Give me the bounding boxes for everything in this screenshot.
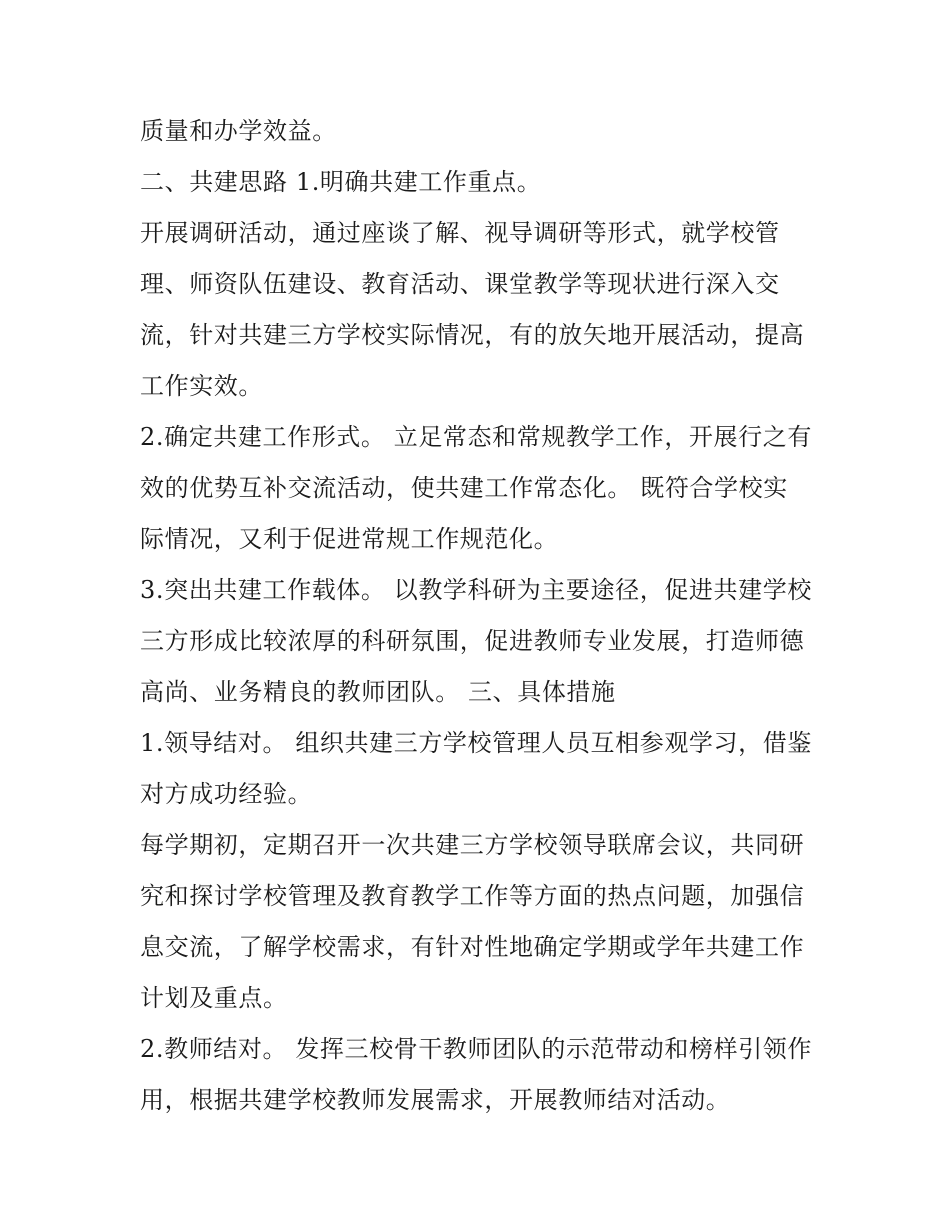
text-line: 三方形成比较浓厚的科研氛围，促进教师专业发展，打造师德 [140, 627, 805, 655]
text-line: 二、共建思路 1.明确共建工作重点。 [140, 168, 542, 196]
text-line: 效的优势互补交流活动，使共建工作常态化。 既符合学校实 [140, 474, 788, 502]
text-line: 3.突出共建工作载体。 以教学科研为主要途径，促进共建学校 [140, 576, 812, 604]
text-line: 2.确定共建工作形式。 立足常态和常规教学工作，开展行之有 [140, 423, 812, 451]
document-body [140, 106, 820, 1126]
text-line: 理、师资队伍建设、教育活动、课堂教学等现状进行深入交 [140, 270, 780, 298]
text-line: 流，针对共建三方学校实际情况，有的放矢地开展活动，提高 [140, 321, 805, 349]
text-line: 1.领导结对。 组织共建三方学校管理人员互相参观学习，借鉴 [140, 729, 812, 757]
text-line: 用，根据共建学校教师发展需求，开展教师结对活动。 [140, 1086, 731, 1114]
text-line: 对方成功经验。 [140, 780, 313, 808]
text-line: 息交流，了解学校需求，有针对性地确定学期或学年共建工作 [140, 933, 805, 961]
text-line: 际情况，又利于促进常规工作规范化。 [140, 525, 559, 553]
text-line: 质量和办学效益。 [140, 117, 337, 145]
text-line: 计划及重点。 [140, 984, 288, 1012]
text-line: 开展调研活动，通过座谈了解、视导调研等形式，就学校管 [140, 219, 780, 247]
text-line: 工作实效。 [140, 372, 263, 400]
text-line: 每学期初，定期召开一次共建三方学校领导联席会议，共同研 [140, 831, 805, 859]
text-line: 高尚、业务精良的教师团队。 三、具体措施 [140, 678, 616, 706]
text-line: 究和探讨学校管理及教育教学工作等方面的热点问题，加强信 [140, 882, 805, 910]
text-line: 2.教师结对。 发挥三校骨干教师团队的示范带动和榜样引领作 [140, 1035, 812, 1063]
